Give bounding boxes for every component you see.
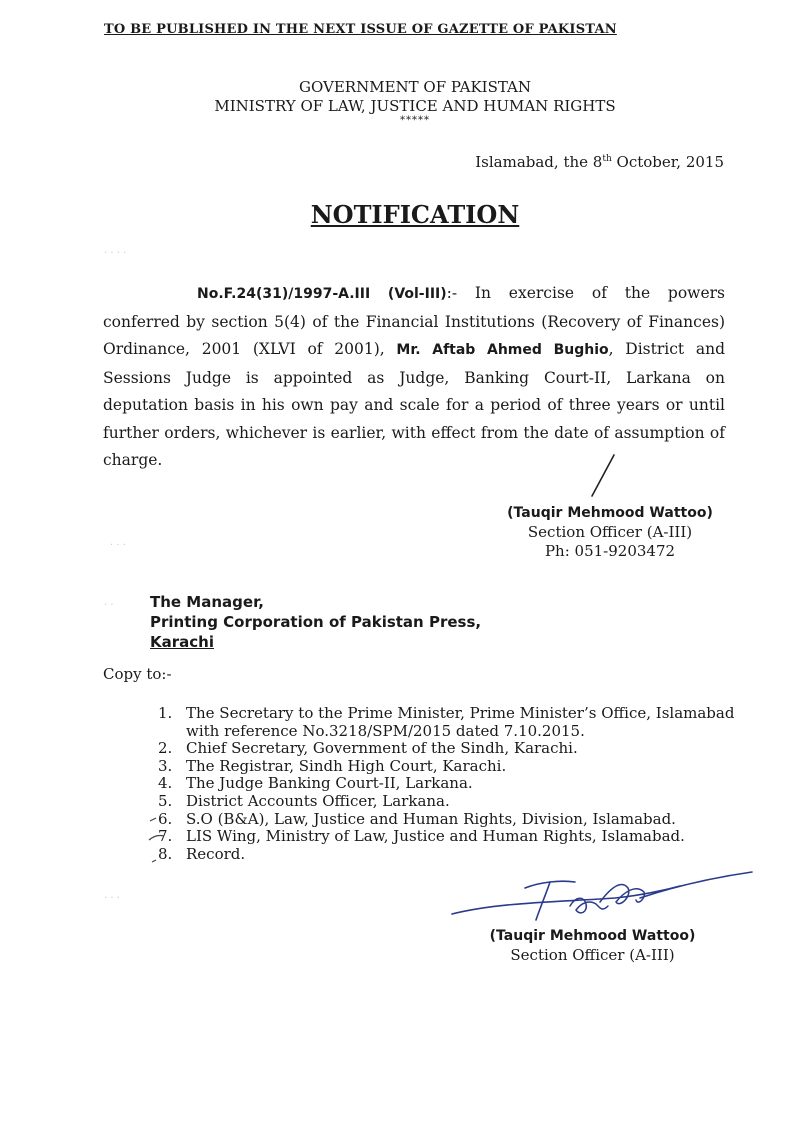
notification-date (475, 153, 724, 171)
handwritten-tick-marks (146, 812, 168, 872)
appointed-person: Mr. Aftab Ahmed Bughio (396, 342, 609, 358)
handwritten-signature-icon (440, 862, 760, 932)
notification-reference: No.F.24(31)/1997-A.III (Vol-III) (197, 286, 447, 302)
second-signatory-name: (Tauqir Mehmood Wattoo) (489, 928, 696, 944)
ministry-heading: MINISTRY OF LAW, JUSTICE AND HUMAN RIGHTS (214, 97, 616, 115)
faint-margin-marks: · · · (110, 540, 126, 551)
list-item (158, 758, 778, 776)
body-text-part2: , District and Sessions Judge is appointed as Judge, Banking Court-II, Larkana on deputation basis in his own pay and scale for a period of three years or until further orders, whichever is earlier, with effect from the date of assumption of charge. (103, 340, 725, 469)
date-prefix: Islamabad, the 8 (475, 153, 603, 171)
gazette-publication-note: TO BE PUBLISHED IN THE NEXT ISSUE OF GAZETTE OF PAKISTAN (104, 22, 617, 37)
signatory-name: (Tauqir Mehmood Wattoo) (507, 505, 713, 521)
addressee-block (150, 592, 481, 652)
list-item (158, 740, 778, 758)
addressee-city: Karachi (150, 633, 214, 651)
signatory-phone: Ph: 051-9203472 (544, 542, 676, 560)
list-item-number: 4. (158, 774, 173, 793)
list-item-number: 8. (158, 844, 173, 863)
list-item (158, 775, 778, 793)
list-item-text: The Judge Banking Court-II, Larkana. (186, 774, 473, 793)
list-item (158, 828, 778, 846)
list-item-text: District Accounts Officer, Larkana. (186, 791, 450, 810)
list-item (158, 723, 778, 741)
list-item (158, 846, 778, 864)
addressee-line1: The Manager, (150, 593, 264, 611)
list-item-text: The Registrar, Sindh High Court, Karachi. (186, 756, 507, 775)
list-item-number: 6. (158, 809, 173, 828)
list-item-number: 2. (158, 739, 173, 758)
list-item-number: 7. (158, 827, 173, 846)
date-ordinal: th (602, 154, 612, 164)
signature-slash (588, 452, 618, 500)
list-item-number: 5. (158, 791, 173, 810)
copy-to-label: Copy to:- (103, 665, 172, 683)
government-heading: GOVERNMENT OF PAKISTAN (299, 78, 531, 96)
list-item-text: Chief Secretary, Government of the Sindh, Karachi. (186, 739, 578, 758)
list-item-number: 3. (158, 756, 173, 775)
second-signatory-designation: Section Officer (A-III) (510, 946, 675, 964)
signatory-designation: Section Officer (A-III) (527, 523, 693, 541)
faint-margin-marks: · · · (104, 893, 120, 904)
notification-body (103, 280, 725, 475)
signatory-block (470, 504, 750, 561)
second-signatory-block (465, 927, 720, 965)
list-item (158, 705, 778, 723)
faint-margin-marks: · · · · (104, 248, 127, 259)
list-item-number: 1. (158, 704, 173, 722)
list-item-text: S.O (B&A), Law, Justice and Human Rights, Division, Islamabad. (186, 809, 676, 828)
list-item-continuation: with reference No.3218/SPM/2015 dated 7.10.2015. (186, 721, 585, 740)
copy-to-list (158, 705, 778, 863)
list-item-text: LIS Wing, Ministry of Law, Justice and Human Rights, Islamabad. (186, 827, 685, 846)
body-text-part1: :- In exercise of the powers conferred by section 5(4) of the Financial Institutions (Recovery of Finances) Ordinance, 2001 (XLVI of 2001), (103, 284, 725, 358)
addressee-line2: Printing Corporation of Pakistan Press, (150, 613, 482, 631)
faint-margin-marks: · · (104, 600, 114, 611)
heading-stars: ***** (400, 115, 430, 126)
list-item (158, 811, 778, 829)
list-item (158, 793, 778, 811)
document-title: NOTIFICATION (310, 200, 520, 229)
date-suffix: October, 2015 (611, 153, 724, 171)
list-item-text: Record. (186, 844, 246, 863)
list-item-text: The Secretary to the Prime Minister, Prime Minister’s Office, Islamabad (186, 704, 735, 722)
